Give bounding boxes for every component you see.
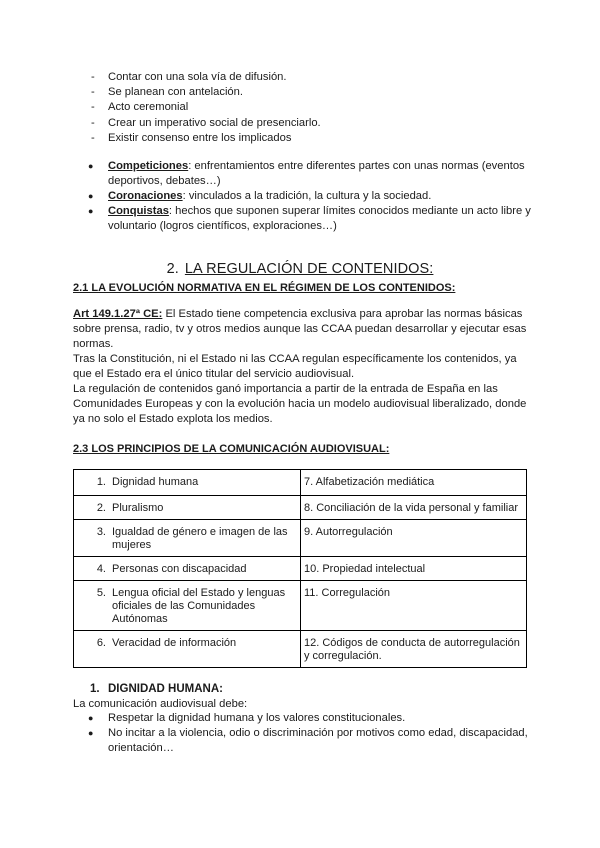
row-number: 5. [96, 587, 106, 599]
table-cell [74, 581, 301, 631]
list-item [88, 189, 538, 204]
row-number: 2. [96, 502, 106, 514]
body-text [73, 307, 535, 427]
table-cell [74, 520, 301, 557]
definition: : vinculados a la tradición, la cultura y la sociedad. [182, 190, 432, 202]
paragraph: La regulación de contenidos ganó importancia a partir de la entrada de España en las Comunidades Europeas y con la evolución hacia un modelo audiovisual liberalizado, donde ya no solo el Estado explota los medios. [73, 383, 527, 425]
table-row [74, 557, 527, 581]
list-item: - Se planean con antelación. [88, 85, 321, 100]
article-reference: Art 149.1.27ª CE: [73, 308, 163, 320]
row-number: 6. [96, 637, 106, 649]
table-cell [74, 470, 301, 496]
list-item: - Crear un imperativo social de presenciarlo. [88, 116, 321, 131]
table-cell [74, 496, 301, 520]
term: Competiciones [108, 160, 189, 172]
table-row [74, 581, 527, 631]
table-cell: 10. Propiedad intelectual [301, 557, 527, 581]
paragraph [73, 307, 535, 352]
cell-text: Veracidad de información [112, 637, 237, 649]
term: Coronaciones [108, 190, 183, 202]
definition: : hechos que suponen superar límites conocidos mediante un acto libre y voluntario (logros científicos, exploraciones…) [108, 205, 531, 232]
section-heading [0, 262, 600, 277]
table-cell: 9. Autorregulación [301, 520, 527, 557]
heading-number: 1. [90, 683, 100, 695]
heading-text: DIGNIDAD HUMANA: [108, 683, 223, 695]
list-item [88, 159, 538, 189]
intro-text: La comunicación audiovisual debe: [73, 698, 248, 710]
paragraph-text: El Estado tiene competencia exclusiva para aprobar las normas básicas sobre prensa, radio, tv y otros medios aunque las CCAA puedan desarrollar y ejecutar esas normas. [73, 308, 527, 350]
dignidad-heading [90, 682, 223, 697]
section-number: 2. [166, 261, 179, 277]
definition: : enfrentamientos entre diferentes partes con unas normas (eventos deportivos, debates…) [108, 160, 525, 187]
term: Conquistas [108, 205, 169, 217]
subsection-heading: 2.1 LA EVOLUCIÓN NORMATIVA EN EL RÉGIMEN DE LOS CONTENIDOS: [73, 282, 456, 294]
paragraph: Tras la Constitución, ni el Estado ni las CCAA regulan específicamente los contenidos, ya que el Estado era el único titular del servicio audiovisual. [73, 353, 517, 380]
table-row [74, 520, 527, 557]
table-cell [74, 557, 301, 581]
list-item: ● No incitar a la violencia, odio o discriminación por motivos como edad, discapacidad, orientación… [88, 726, 528, 756]
cell-text: Pluralismo [112, 502, 164, 514]
list-item: - Existir consenso entre los implicados [88, 131, 321, 146]
table-cell: 12. Códigos de conducta de autorregulación y corregulación. [301, 631, 527, 668]
dignidad-list [88, 711, 528, 756]
row-number: 4. [96, 563, 106, 575]
table-cell: 7. Alfabetización mediática [301, 470, 527, 496]
principles-table [73, 469, 527, 668]
cell-text: Dignidad humana [112, 476, 199, 488]
event-types-list [88, 159, 538, 234]
list-item [88, 204, 538, 234]
subsection-heading: 2.3 LOS PRINCIPIOS DE LA COMUNICACIÓN AUDIOVISUAL: [73, 443, 390, 455]
list-item: - Acto ceremonial [88, 100, 321, 115]
table-row [74, 470, 527, 496]
list-item: - Contar con una sola vía de difusión. [88, 70, 321, 85]
cell-text: Personas con discapacidad [112, 563, 247, 575]
row-number: 1. [96, 476, 106, 488]
list-item: ● Respetar la dignidad humana y los valores constitucionales. [88, 711, 528, 726]
table-cell [74, 631, 301, 668]
table-cell: 11. Corregulación [301, 581, 527, 631]
section-title: LA REGULACIÓN DE CONTENIDOS: [184, 261, 434, 277]
table-cell: 8. Conciliación de la vida personal y familiar [301, 496, 527, 520]
cell-text: Lengua oficial del Estado y lenguas oficiales de las Comunidades Autónomas [112, 587, 286, 625]
cell-text: Igualdad de género e imagen de las mujeres [112, 526, 288, 551]
row-number: 3. [96, 526, 106, 538]
table-row [74, 496, 527, 520]
table-row [74, 631, 527, 668]
dash-list [88, 70, 321, 146]
